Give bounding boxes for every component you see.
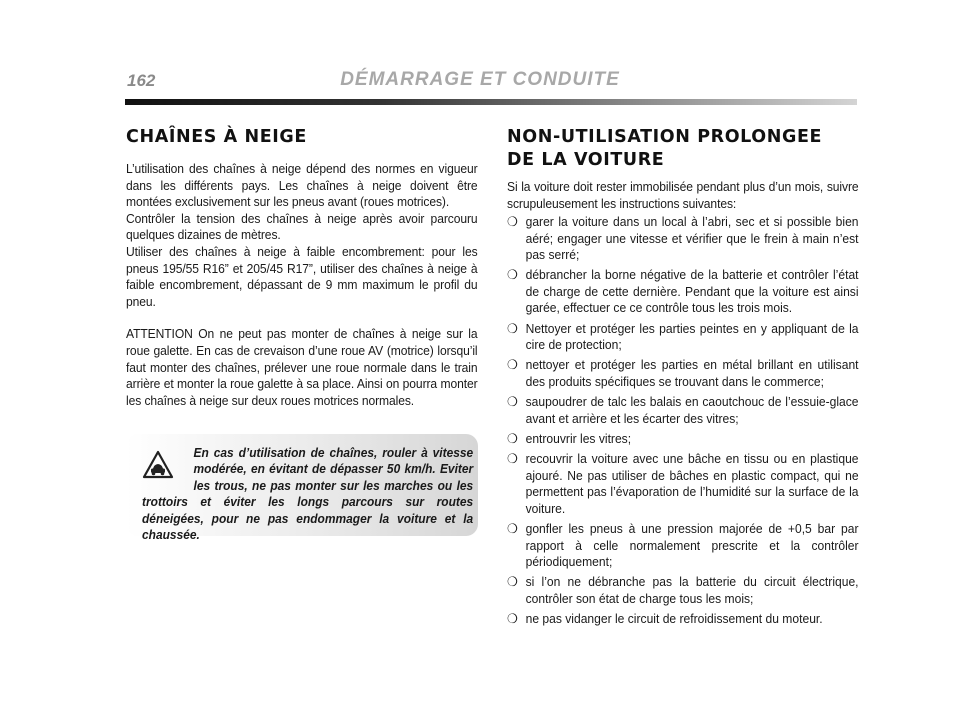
- list-item: [507, 394, 859, 427]
- list-item-text: garer la voiture dans un local à l’abri, sec et si possible bien aéré; engager une vitesse et vérifier que le frein à main n’est pas serré;: [525, 214, 859, 262]
- list-item-text: gonfler les pneus à une pression majorée de +0,5 bar par rapport à celle normalement prescrite et la contrôler périodiquement;: [525, 521, 859, 569]
- list-item: [507, 574, 859, 607]
- left-column: [126, 126, 478, 409]
- list-item: [507, 357, 859, 390]
- list-item: [507, 267, 859, 316]
- circle-bullet-icon: ❍: [507, 267, 518, 283]
- list-item: [507, 321, 859, 354]
- list-item-text: recouvrir la voiture avec une bâche en tissu ou en plastique ajouré. Ne pas utiliser de bâches en plastic compact, qui ne permettent pas l’évaporation de l’humidité sur la surface de la voiture.: [525, 451, 859, 516]
- section-title-snow-chains: CHAÎNES À NEIGE: [126, 127, 307, 147]
- running-head: DÉMARRAGE ET CONDUITE: [340, 69, 620, 90]
- circle-bullet-icon: ❍: [507, 214, 518, 230]
- list-item-text: Nettoyer et protéger les parties peintes en y appliquant de la cire de protection;: [525, 320, 859, 353]
- circle-bullet-icon: ❍: [507, 611, 518, 627]
- list-item: [507, 451, 859, 517]
- title-line-1: NON-UTILISATION PROLONGEE: [507, 127, 823, 147]
- circle-bullet-icon: ❍: [507, 320, 518, 336]
- list-item: [507, 214, 859, 263]
- warning-box: [126, 434, 478, 543]
- header-rule: [125, 99, 857, 105]
- paragraph: Utiliser des chaînes à neige à faible encombrement: pour les pneus 195/55 R16” et 205/45 R17”, utiliser des chaînes à neige à faible encombrement, dépassant de 9 mm maximum le profil du pneu.: [126, 243, 478, 309]
- circle-bullet-icon: ❍: [507, 431, 518, 447]
- paragraph: Contrôler la tension des chaînes à neige après avoir parcouru quelques dizaines de mètres.: [126, 210, 478, 243]
- paragraph-gap: [126, 310, 478, 326]
- list-item-text: si l’on ne débranche pas la batterie du circuit électrique, contrôler son état de charge tous les mois;: [525, 574, 859, 606]
- circle-bullet-icon: ❍: [507, 521, 518, 537]
- circle-bullet-icon: ❍: [507, 394, 518, 410]
- intro-paragraph: Si la voiture doit rester immobilisée pendant plus d’un mois, suivre scrupuleusement les instructions suivantes:: [507, 179, 859, 211]
- section-title-prolonged-storage: [507, 126, 859, 172]
- icon-spacer: [142, 445, 194, 493]
- list-item: [507, 611, 859, 627]
- list-item-text: nettoyer et protéger les parties en métal brillant en utilisant des produits spécifiques se trouvant dans le commerce;: [525, 357, 859, 389]
- list-item-text: ne pas vidanger le circuit de refroidissement du moteur.: [525, 611, 823, 627]
- page-number: 162: [127, 71, 156, 90]
- list-item: [507, 431, 859, 447]
- list-item-text: entrouvrir les vitres;: [525, 431, 632, 447]
- paragraph: L’utilisation des chaînes à neige dépend des normes en vigueur dans les différents pays. Les chaînes à neige doivent être montées exclusivement sur les pneus avant (roues motrices).: [126, 161, 478, 210]
- right-column: [507, 126, 859, 632]
- list-item-text: saupoudrer de talc les balais en caoutchouc de l’essuie-glace avant et arrière et les écarter des vitres;: [525, 394, 859, 426]
- circle-bullet-icon: ❍: [507, 357, 518, 373]
- warning-text: En cas d’utilisation de chaînes, rouler à vitesse modérée, en évitant de dépasser 50 km/h. Eviter les trous, ne pas monter sur les marches ou les trottoirs et éviter les longs parcours sur routes déneigées, pour ne pas endommager la voiture et la chaussée.: [142, 445, 474, 543]
- circle-bullet-icon: ❍: [507, 451, 518, 467]
- title-line-2: DE LA VOITURE: [507, 150, 665, 170]
- list-item-text: débrancher la borne négative de la batterie et contrôler l’état de charge de cette dernière. Pendant que la voiture est ainsi garée, effectuer ce ce contrôle tous les trois mois.: [525, 267, 859, 316]
- attention-paragraph: ATTENTION On ne peut pas monter de chaînes à neige sur la roue galette. En cas de crevaison d’une roue AV (motrice) lorsqu’il faut monter des chaînes, prélever une roue normale dans le train arrière et monter la roue galette à sa place. Ainsi on pourra monter les chaînes à neige sur deux roues motrices normales.: [126, 326, 478, 408]
- instruction-list: [507, 214, 859, 627]
- warning-text-block: [142, 445, 473, 543]
- list-item: [507, 521, 859, 570]
- circle-bullet-icon: ❍: [507, 574, 518, 590]
